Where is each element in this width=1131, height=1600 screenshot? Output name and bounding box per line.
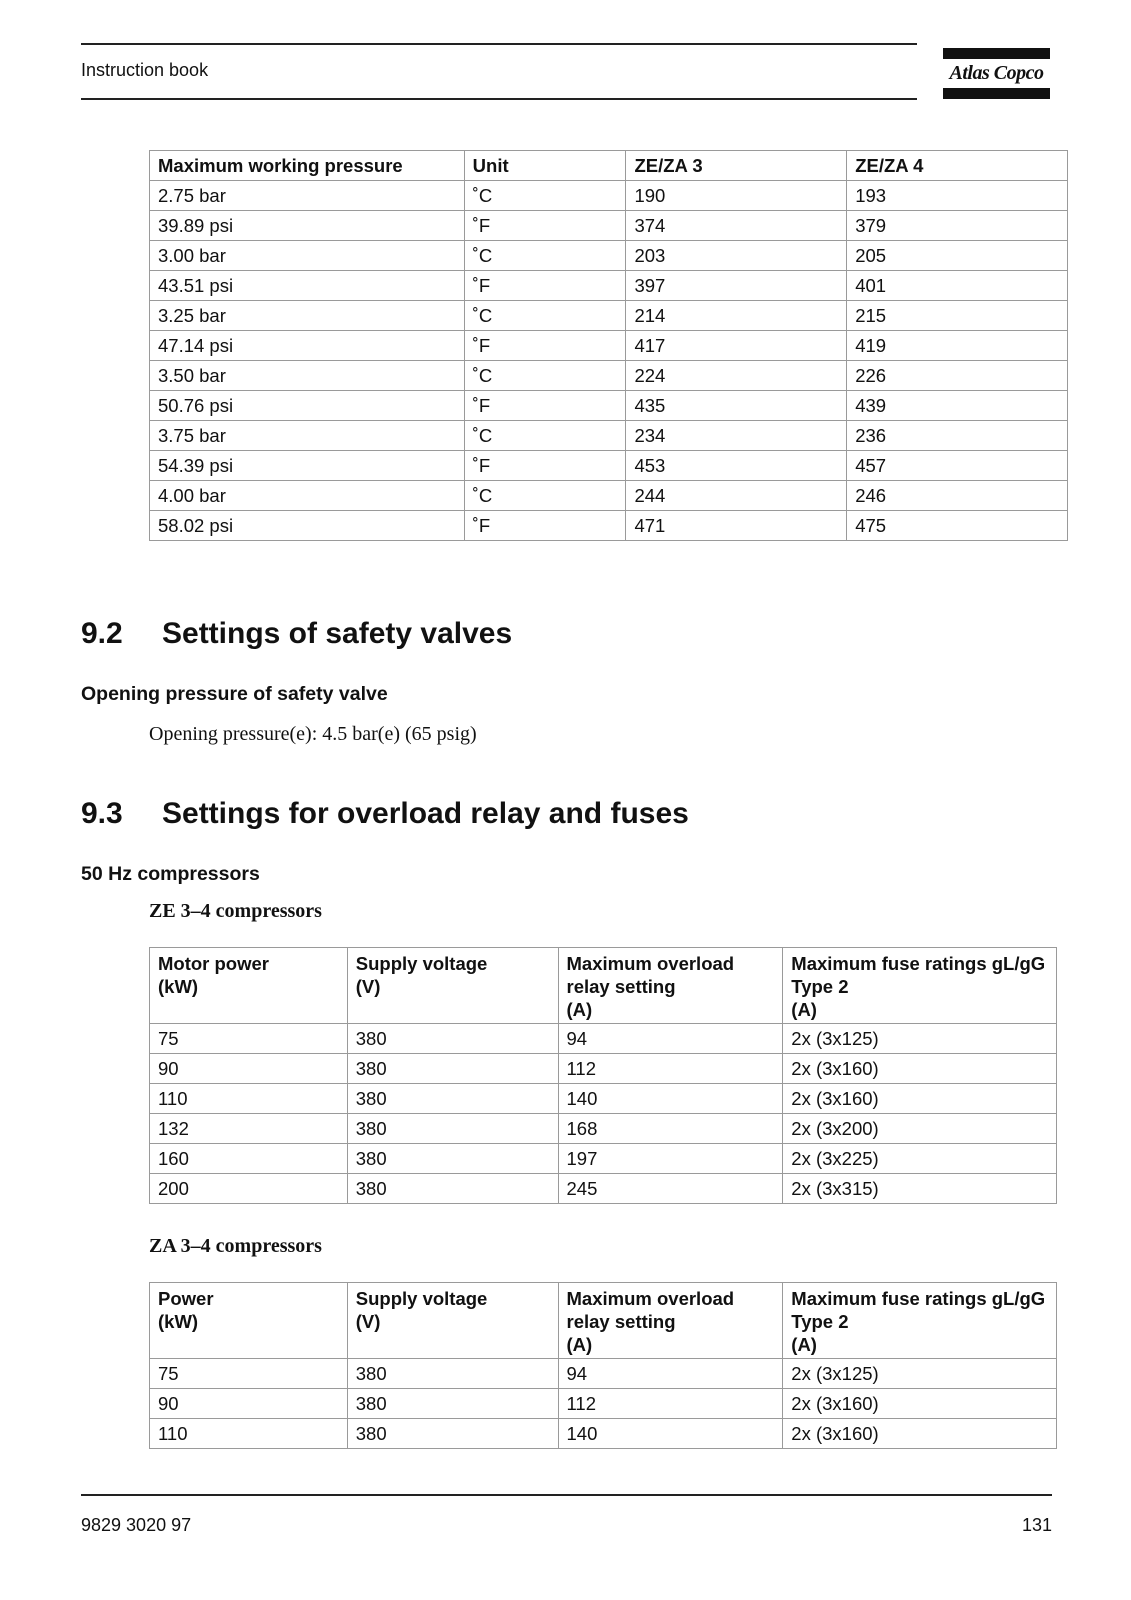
table-cell: 244 bbox=[626, 481, 847, 511]
column-header-line: Type 2 bbox=[791, 1311, 849, 1332]
logo-bar-top bbox=[943, 48, 1050, 59]
section-title: Settings of safety valves bbox=[162, 617, 513, 650]
page-number: 131 bbox=[1021, 1515, 1052, 1535]
table-cell: 419 bbox=[847, 331, 1068, 361]
table-cell: 380 bbox=[347, 1114, 558, 1144]
table-row bbox=[150, 1419, 1057, 1449]
table-cell: 226 bbox=[847, 361, 1068, 391]
table-cell: 90 bbox=[150, 1054, 348, 1084]
table-cell: 168 bbox=[558, 1114, 783, 1144]
column-header-line: (A) bbox=[566, 999, 593, 1020]
section-number: 9.3 bbox=[81, 797, 123, 830]
table-cell: 190 bbox=[626, 181, 847, 211]
table-cell: ˚F bbox=[464, 511, 626, 541]
table-row bbox=[150, 301, 1068, 331]
table-row bbox=[150, 421, 1068, 451]
table-cell: ˚C bbox=[464, 241, 626, 271]
table-cell: 380 bbox=[347, 1174, 558, 1204]
column-header-line: (V) bbox=[355, 976, 381, 997]
column-header-line: Supply voltage bbox=[355, 1288, 488, 1309]
table-cell: 58.02 psi bbox=[150, 511, 465, 541]
table-cell: 379 bbox=[847, 211, 1068, 241]
table-cell: 457 bbox=[847, 451, 1068, 481]
column-header: Unit bbox=[464, 151, 626, 181]
column-header-line: Motor power bbox=[158, 953, 269, 974]
column-header bbox=[783, 948, 1057, 1024]
table-cell: 236 bbox=[847, 421, 1068, 451]
table-cell: ˚F bbox=[464, 211, 626, 241]
za-relay-fuse-table bbox=[149, 1282, 1057, 1449]
table-row bbox=[150, 1024, 1057, 1054]
table-cell: ˚F bbox=[464, 271, 626, 301]
table-cell: 94 bbox=[558, 1359, 783, 1389]
ze-table-body bbox=[150, 1024, 1057, 1204]
column-header bbox=[150, 1283, 348, 1359]
table-cell: 3.25 bar bbox=[150, 301, 465, 331]
table-cell: 94 bbox=[558, 1024, 783, 1054]
table-cell: ˚F bbox=[464, 451, 626, 481]
table-cell: 374 bbox=[626, 211, 847, 241]
table-cell: 200 bbox=[150, 1174, 348, 1204]
header-title: Instruction book bbox=[81, 60, 209, 80]
table-cell: 193 bbox=[847, 181, 1068, 211]
table-cell: 380 bbox=[347, 1084, 558, 1114]
ze-caption: ZE 3–4 compressors bbox=[149, 900, 322, 922]
table-row bbox=[150, 241, 1068, 271]
table-row bbox=[150, 1174, 1057, 1204]
column-header bbox=[347, 1283, 558, 1359]
table-cell: 2x (3x125) bbox=[783, 1024, 1057, 1054]
column-header bbox=[150, 948, 348, 1024]
table-row bbox=[150, 1144, 1057, 1174]
column-header-line: Supply voltage bbox=[355, 953, 488, 974]
table-cell: 2.75 bar bbox=[150, 181, 465, 211]
table-header-row bbox=[150, 948, 1057, 1024]
table-row bbox=[150, 1084, 1057, 1114]
table-cell: 112 bbox=[558, 1054, 783, 1084]
table-cell: ˚F bbox=[464, 331, 626, 361]
table-cell: 205 bbox=[847, 241, 1068, 271]
table-cell: 3.00 bar bbox=[150, 241, 465, 271]
table-cell: 2x (3x200) bbox=[783, 1114, 1057, 1144]
table-cell: 380 bbox=[347, 1359, 558, 1389]
table-row bbox=[150, 511, 1068, 541]
table-cell: 75 bbox=[150, 1024, 348, 1054]
column-header: Maximum working pressure bbox=[150, 151, 465, 181]
column-header-line: (A) bbox=[791, 999, 817, 1020]
column-header-line: (A) bbox=[566, 1334, 593, 1355]
ze-table-header bbox=[150, 948, 1057, 1024]
opening-pressure-text: Opening pressure(e): 4.5 bar(e) (65 psig) bbox=[149, 723, 477, 745]
table-cell: 234 bbox=[626, 421, 847, 451]
table-cell: 439 bbox=[847, 391, 1068, 421]
table-cell: 246 bbox=[847, 481, 1068, 511]
logo-bar-bottom bbox=[943, 88, 1050, 99]
table-cell: 140 bbox=[558, 1419, 783, 1449]
za-caption: ZA 3–4 compressors bbox=[149, 1235, 322, 1257]
table-cell: 110 bbox=[150, 1084, 348, 1114]
table-cell: 380 bbox=[347, 1024, 558, 1054]
table-cell: 2x (3x160) bbox=[783, 1419, 1057, 1449]
column-header-line: Maximum fuse ratings gL/gG bbox=[791, 953, 1046, 974]
table-row bbox=[150, 1114, 1057, 1144]
column-header-line: Maximum fuse ratings gL/gG bbox=[791, 1288, 1046, 1309]
table-cell: 380 bbox=[347, 1419, 558, 1449]
table-cell: 50.76 psi bbox=[150, 391, 465, 421]
table-cell: 4.00 bar bbox=[150, 481, 465, 511]
table-row bbox=[150, 181, 1068, 211]
table-cell: 417 bbox=[626, 331, 847, 361]
table-cell: ˚C bbox=[464, 421, 626, 451]
header-rule-bottom bbox=[81, 98, 917, 100]
table-cell: 75 bbox=[150, 1359, 348, 1389]
za-table-body bbox=[150, 1359, 1057, 1449]
table-cell: 203 bbox=[626, 241, 847, 271]
table-cell: 110 bbox=[150, 1419, 348, 1449]
column-header: ZE/ZA 4 bbox=[847, 151, 1068, 181]
column-header-line: Maximum overload bbox=[566, 1288, 735, 1309]
table-cell: 380 bbox=[347, 1144, 558, 1174]
table-cell: 3.50 bar bbox=[150, 361, 465, 391]
table-cell: 435 bbox=[626, 391, 847, 421]
table-cell: 397 bbox=[626, 271, 847, 301]
column-header-line: (kW) bbox=[158, 976, 199, 997]
table-cell: ˚C bbox=[464, 181, 626, 211]
table-cell: 471 bbox=[626, 511, 847, 541]
ze-relay-fuse-table bbox=[149, 947, 1057, 1204]
table-cell: 132 bbox=[150, 1114, 348, 1144]
column-header-line: Maximum overload bbox=[566, 953, 735, 974]
table-cell: 380 bbox=[347, 1389, 558, 1419]
subheading-50hz: 50 Hz compressors bbox=[81, 863, 260, 885]
table-cell: ˚C bbox=[464, 481, 626, 511]
table-cell: 197 bbox=[558, 1144, 783, 1174]
column-header: ZE/ZA 3 bbox=[626, 151, 847, 181]
table-cell: 140 bbox=[558, 1084, 783, 1114]
section-heading-9-2 bbox=[81, 617, 781, 657]
table-cell: 401 bbox=[847, 271, 1068, 301]
table-cell: 2x (3x160) bbox=[783, 1389, 1057, 1419]
table-header-row bbox=[150, 1283, 1057, 1359]
table-cell: 54.39 psi bbox=[150, 451, 465, 481]
column-header-line: relay setting bbox=[566, 1311, 676, 1332]
table-cell: 43.51 psi bbox=[150, 271, 465, 301]
footer-rule bbox=[81, 1494, 1052, 1496]
table-cell: 2x (3x315) bbox=[783, 1174, 1057, 1204]
table-cell: 380 bbox=[347, 1054, 558, 1084]
column-header-line: (A) bbox=[791, 1334, 817, 1355]
column-header bbox=[783, 1283, 1057, 1359]
table-row bbox=[150, 451, 1068, 481]
table-row bbox=[150, 211, 1068, 241]
table-cell: 224 bbox=[626, 361, 847, 391]
table-cell: 475 bbox=[847, 511, 1068, 541]
column-header-line: Power bbox=[158, 1288, 214, 1309]
column-header-line: (V) bbox=[355, 1311, 381, 1332]
table-cell: 2x (3x225) bbox=[783, 1144, 1057, 1174]
document-number: 9829 3020 97 bbox=[81, 1515, 192, 1535]
table-row bbox=[150, 391, 1068, 421]
table-row bbox=[150, 271, 1068, 301]
table-cell: 453 bbox=[626, 451, 847, 481]
table-row bbox=[150, 331, 1068, 361]
table-cell: 245 bbox=[558, 1174, 783, 1204]
column-header-line: (kW) bbox=[158, 1311, 199, 1332]
column-header bbox=[558, 1283, 783, 1359]
table-cell: 3.75 bar bbox=[150, 421, 465, 451]
table-row bbox=[150, 361, 1068, 391]
column-header bbox=[347, 948, 558, 1024]
section-number: 9.2 bbox=[81, 617, 123, 650]
table-cell: 112 bbox=[558, 1389, 783, 1419]
za-table-header bbox=[150, 1283, 1057, 1359]
table-cell: 47.14 psi bbox=[150, 331, 465, 361]
table-cell: 214 bbox=[626, 301, 847, 331]
table-row bbox=[150, 1389, 1057, 1419]
table-row bbox=[150, 481, 1068, 511]
table-cell: 2x (3x160) bbox=[783, 1054, 1057, 1084]
table-cell: 2x (3x160) bbox=[783, 1084, 1057, 1114]
column-header-line: relay setting bbox=[566, 976, 676, 997]
section-title: Settings for overload relay and fuses bbox=[162, 797, 689, 830]
table-cell: ˚C bbox=[464, 301, 626, 331]
table-cell: 215 bbox=[847, 301, 1068, 331]
table-cell: ˚F bbox=[464, 391, 626, 421]
table-row bbox=[150, 1054, 1057, 1084]
logo-wordmark: Atlas Copco bbox=[949, 62, 1044, 84]
subheading-opening-pressure: Opening pressure of safety valve bbox=[81, 683, 388, 705]
section-heading-9-3 bbox=[81, 797, 981, 837]
table-row bbox=[150, 1359, 1057, 1389]
table-header-row bbox=[150, 151, 1068, 181]
table-cell: 2x (3x125) bbox=[783, 1359, 1057, 1389]
table-cell: ˚C bbox=[464, 361, 626, 391]
table-cell: 160 bbox=[150, 1144, 348, 1174]
atlas-copco-logo bbox=[943, 48, 1050, 99]
pressure-temperature-table bbox=[149, 150, 1068, 541]
table-cell: 39.89 psi bbox=[150, 211, 465, 241]
column-header bbox=[558, 948, 783, 1024]
pressure-table-body bbox=[150, 181, 1068, 541]
table-cell: 90 bbox=[150, 1389, 348, 1419]
column-header-line: Type 2 bbox=[791, 976, 849, 997]
header-rule-top bbox=[81, 43, 917, 45]
